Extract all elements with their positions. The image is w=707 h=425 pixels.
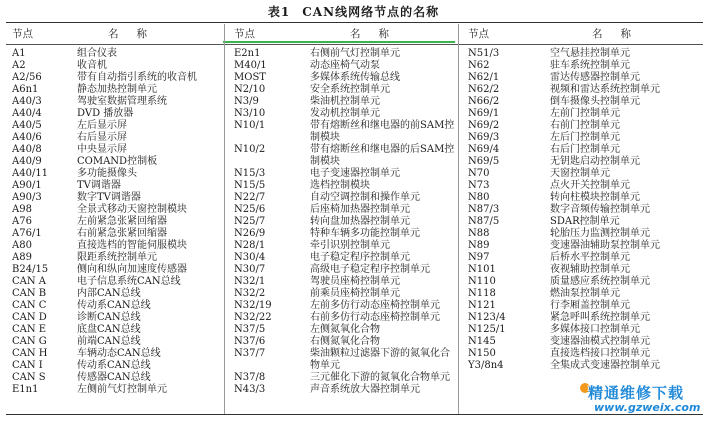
node-code: N15/5 [234,180,266,191]
table-row [234,108,456,120]
node-name: 左后门控制单元 [550,132,620,143]
table-row [234,84,456,96]
node-code: N87/5 [468,216,500,227]
node-name: 带有自动指引系统的收音机 [77,72,197,83]
table-row [12,300,222,312]
node-code: CAN D [12,312,47,323]
table-row [234,264,456,276]
node-name: 驾驶室数据管理系统 [77,96,167,107]
table-row [12,312,222,324]
node-code: A40/5 [12,120,42,131]
node-code: A40/6 [12,132,42,143]
table-row [12,144,222,156]
node-name: 右侧前气灯控制单元 [310,48,400,59]
table-row [12,360,222,372]
node-code: A6n1 [12,84,39,95]
node-name: TV调谐器 [77,180,121,191]
node-name: 左前紧急张紧回缩器 [77,216,167,227]
watermark-url: www.gzweix.com [594,401,701,414]
node-code: A90/3 [12,192,42,203]
node-name: 高级电子稳定程序控制单元 [310,264,430,275]
node-code: N80 [468,192,490,203]
node-name: 夜视辅助控制单元 [550,264,630,275]
node-name: 紧急呼叫系统控制单元 [550,312,650,323]
table-row [12,168,222,180]
table-row [468,108,688,120]
node-code: N69/3 [468,132,500,143]
node-name: 无钥匙启动控制单元 [550,156,640,167]
node-name: 变速器油模式控制单元 [550,336,650,347]
node-name: 点火开关控制单元 [550,180,630,191]
node-code: N37/6 [234,336,266,347]
node-name: 变速器油辅助泵控制单元 [550,240,660,251]
table-row [12,192,222,204]
node-code: N125/1 [468,324,506,335]
table-row [468,120,688,132]
table-row [12,204,222,216]
node-name: 多功能摄像头 [77,168,137,179]
node-code: E1n1 [12,384,39,395]
node-code: A76/1 [12,228,42,239]
node-code: N3/9 [234,96,259,107]
node-name: 右前紧急张紧回缩器 [77,228,167,239]
node-name: 右前多仿行动态座椅控制单元 [310,312,440,323]
node-code: A2/56 [12,72,42,83]
header-code: 节点 [468,28,489,40]
node-name: 右侧氮氧化合物 [310,336,380,347]
node-code: N62/1 [468,72,500,83]
node-name: 转向柱模块控制单元 [550,192,640,203]
table-row [234,168,456,180]
node-code: A2 [12,60,26,71]
node-code: N10/1 [234,120,266,131]
table-row [468,312,688,324]
watermark-title: 精通维修下载 [588,384,685,402]
node-code: N88 [468,228,490,239]
table-row [468,84,688,96]
table-row [468,192,688,204]
table-row [468,228,688,240]
table-row [468,360,688,372]
node-name: 声音系统放大器控制单元 [310,384,420,395]
node-code: A40/4 [12,108,42,119]
table-caption [0,3,707,20]
node-code: N69/2 [468,120,500,131]
node-name: 转向盘加热器控制单元 [310,216,410,227]
node-name: 特种车辆多功能控制单元 [310,228,420,239]
node-name: 左侧氮氧化合物 [310,324,380,335]
node-code: N3/10 [234,108,266,119]
table-row [12,228,222,240]
node-code: N70 [468,168,490,179]
table-row [12,216,222,228]
node-name: 空气悬挂控制单元 [550,48,630,59]
node-code: A40/8 [12,144,42,155]
table-row [468,132,688,144]
node-code: N110 [468,276,496,287]
node-code: N43/3 [234,384,266,395]
table-row [12,276,222,288]
node-name: 诊断CAN总线 [77,312,141,323]
table-column-3 [468,48,688,372]
table-row [234,48,456,60]
table-row [234,228,456,240]
node-name: 左后显示屏 [77,120,127,131]
node-name: 天窗控制单元 [550,168,610,179]
node-name: 雷达传感器控制单元 [550,72,640,83]
node-code: B24/15 [12,264,49,275]
header-name: 名称 [592,28,649,40]
node-code: N22/7 [234,192,266,203]
node-name: 限距系统控制单元 [77,252,157,263]
watermark [580,382,702,418]
table-row [468,348,688,360]
table-row [12,264,222,276]
table-row [12,72,222,84]
node-name: 车辆动态CAN总线 [77,348,161,359]
node-code: A98 [12,204,32,215]
node-name: 电子变速器控制单元 [310,168,400,179]
node-code: CAN B [12,288,47,299]
node-name: 驻车系统控制单元 [550,60,630,71]
node-code: MOST [234,72,266,83]
table-row [12,156,222,168]
table-row [12,108,222,120]
table-number: 表1 [267,5,291,19]
node-code: N37/7 [234,348,266,359]
node-code: N121 [468,300,496,311]
node-name: 左前多仿行动态座椅控制单元 [310,300,440,311]
node-name: 柴油颗粒过滤器下游的氮氧化合物单元 [310,348,450,371]
node-code: N73 [468,180,490,191]
table-row [12,252,222,264]
node-code: N2/10 [234,84,266,95]
table-row [468,60,688,72]
node-code: N28/1 [234,240,266,251]
node-code: N32/1 [234,276,266,287]
node-code: A40/11 [12,168,49,179]
table-row [12,84,222,96]
table-title: CAN线网络节点的名称 [302,5,440,19]
table-row [234,96,456,108]
table-row [468,252,688,264]
node-code: N32/2 [234,288,266,299]
node-code: N37/5 [234,324,266,335]
node-code: A40/3 [12,96,42,107]
node-code: N87/3 [468,204,500,215]
table-row [468,180,688,192]
node-code: CAN I [12,360,43,371]
table-row [234,120,456,144]
column-divider [458,24,459,414]
table-row [234,336,456,348]
node-name: 多媒体系统传输总线 [310,72,400,83]
node-name: 三元催化下游的氮氧化合物单元 [310,372,450,383]
table-row [234,372,456,384]
table-row [468,216,688,228]
header-code: 节点 [234,28,255,40]
node-name: 直接选档接口控制单元 [550,348,650,359]
table-row [234,72,456,84]
table-row [12,132,222,144]
node-name: SDAR控制单元 [550,216,620,227]
table-row [468,264,688,276]
node-code: A89 [12,252,32,263]
node-code: A40/9 [12,156,42,167]
node-name: DVD 播放器 [77,108,134,119]
node-name: 带有熔断丝和继电器的后SAM控制模块 [310,144,455,167]
table-row [12,348,222,360]
table-row [234,276,456,288]
table-row [12,384,222,396]
node-name: 底盘CAN总线 [77,324,141,335]
node-name: 数字TV调谐器 [77,192,141,203]
table-column-1 [12,48,222,396]
node-code: N97 [468,252,490,263]
node-name: 左前门控制单元 [550,108,620,119]
node-code: N25/6 [234,204,266,215]
table-row [12,324,222,336]
header-rule [6,44,703,45]
table-column-2 [234,48,456,396]
node-code: E2n1 [234,48,261,59]
node-code: CAN C [12,300,47,311]
node-code: N32/22 [234,312,272,323]
node-code: N30/7 [234,264,266,275]
table-row [234,144,456,168]
table-row [468,336,688,348]
node-name: 发动机控制单元 [310,108,380,119]
node-name: 电子稳定程序控制单元 [310,252,410,263]
table-row [234,312,456,324]
header-name: 名称 [350,28,407,40]
node-name: 带有熔断丝和继电器的前SAM控制模块 [310,120,455,143]
column-divider [224,24,225,414]
node-code: CAN H [12,348,48,359]
node-name: 右后显示屏 [77,132,127,143]
node-name: 组合仪表 [77,48,117,59]
node-name: 驾驶员座椅控制单元 [310,276,400,287]
node-name: 右前门控制单元 [550,120,620,131]
node-code: N145 [468,336,496,347]
table-row [468,288,688,300]
node-name: 前乘员座椅控制单元 [310,288,400,299]
node-name: 行李厢盖控制单元 [550,300,630,311]
node-name: 中央显示屏 [77,144,127,155]
table-row [234,288,456,300]
table-row [12,96,222,108]
table-row [12,180,222,192]
node-code: N123/4 [468,312,506,323]
node-name: 前端CAN总线 [77,336,141,347]
table-row [12,372,222,384]
node-code: N150 [468,348,496,359]
node-code: CAN A [12,276,47,287]
node-code: N69/1 [468,108,500,119]
table-row [468,48,688,60]
node-code: N37/8 [234,372,266,383]
node-code: N66/2 [468,96,500,107]
header-name: 名称 [108,28,165,40]
node-name: 安全系统控制单元 [310,84,390,95]
table-row [234,192,456,204]
table-row [234,180,456,192]
node-code: N62 [468,60,490,71]
node-name: 后座椅加热器控制单元 [310,204,410,215]
node-code: CAN G [12,336,47,347]
node-code: N89 [468,240,490,251]
node-name: 选档控制模块 [310,180,370,191]
table-row [468,168,688,180]
node-code: N62/2 [468,84,500,95]
node-name: 静态加热控制单元 [77,84,157,95]
node-name: 数字音频传输控制单元 [550,204,650,215]
node-name: 动态座椅气动泵 [310,60,380,71]
node-name: COMAND控制板 [77,156,158,167]
table-row [234,324,456,336]
table-row [468,156,688,168]
table-row [12,120,222,132]
table-row [12,336,222,348]
table-row [234,204,456,216]
node-code: N15/3 [234,168,266,179]
node-code: A1 [12,48,26,59]
table-row [234,216,456,228]
node-name: 传感器CAN总线 [77,372,151,383]
node-code: N69/5 [468,156,500,167]
table-row [234,60,456,72]
node-code: N26/9 [234,228,266,239]
table-row [234,348,456,372]
table-row [468,72,688,84]
table-row [468,300,688,312]
highlight-rule [223,41,455,43]
table-row [234,240,456,252]
node-code: CAN S [12,372,46,383]
node-name: 全集成式变速器控制单元 [550,360,660,371]
node-name: 燃油泵控制单元 [550,288,620,299]
node-code: N118 [468,288,496,299]
header-code: 节点 [12,28,33,40]
node-name: 多媒体接口控制单元 [550,324,640,335]
node-code: CAN E [12,324,47,335]
node-name: 直接选档的智能伺服模块 [77,240,187,251]
table-top-rule [6,22,703,23]
table-row [468,204,688,216]
node-name: 倒车摄像头控制单元 [550,96,640,107]
node-name: 电子信息系统CAN总线 [77,276,181,287]
table-row [468,240,688,252]
table-row [12,288,222,300]
node-name: 右后门控制单元 [550,144,620,155]
node-code: N32/19 [234,300,272,311]
table-row [468,96,688,108]
node-code: A90/1 [12,180,42,191]
node-code: A80 [12,240,32,251]
table-row [234,252,456,264]
node-name: 传动系CAN总线 [77,360,151,371]
node-code: Y3/8n4 [468,360,504,371]
node-name: 传动系CAN总线 [77,300,151,311]
table-row [12,48,222,60]
node-code: A76 [12,216,32,227]
node-code: N10/2 [234,144,266,155]
node-code: N25/7 [234,216,266,227]
node-name: 轮胎压力监测控制单元 [550,228,650,239]
table-row [468,324,688,336]
node-name: 内部CAN总线 [77,288,141,299]
table-row [468,144,688,156]
node-name: 全景式移动天窗控制模块 [77,204,187,215]
node-name: 收音机 [77,60,107,71]
table-row [234,384,456,396]
node-name: 自动空调控制和操作单元 [310,192,420,203]
node-name: 后桥水平控制单元 [550,252,630,263]
node-name: 柴油机控制单元 [310,96,380,107]
node-name: 牵引识别控制单元 [310,240,390,251]
node-name: 质量感应系统控制单元 [550,276,650,287]
node-code: M40/1 [234,60,267,71]
table-row [234,300,456,312]
table-row [12,240,222,252]
node-name: 视频和雷达系统控制单元 [550,84,660,95]
node-name: 左侧前气灯控制单元 [77,384,167,395]
node-code: N30/4 [234,252,266,263]
node-code: N69/4 [468,144,500,155]
table-row [12,60,222,72]
node-name: 侧向和纵向加速度传感器 [77,264,187,275]
table-row [468,276,688,288]
node-code: N101 [468,264,496,275]
node-code: N51/3 [468,48,500,59]
